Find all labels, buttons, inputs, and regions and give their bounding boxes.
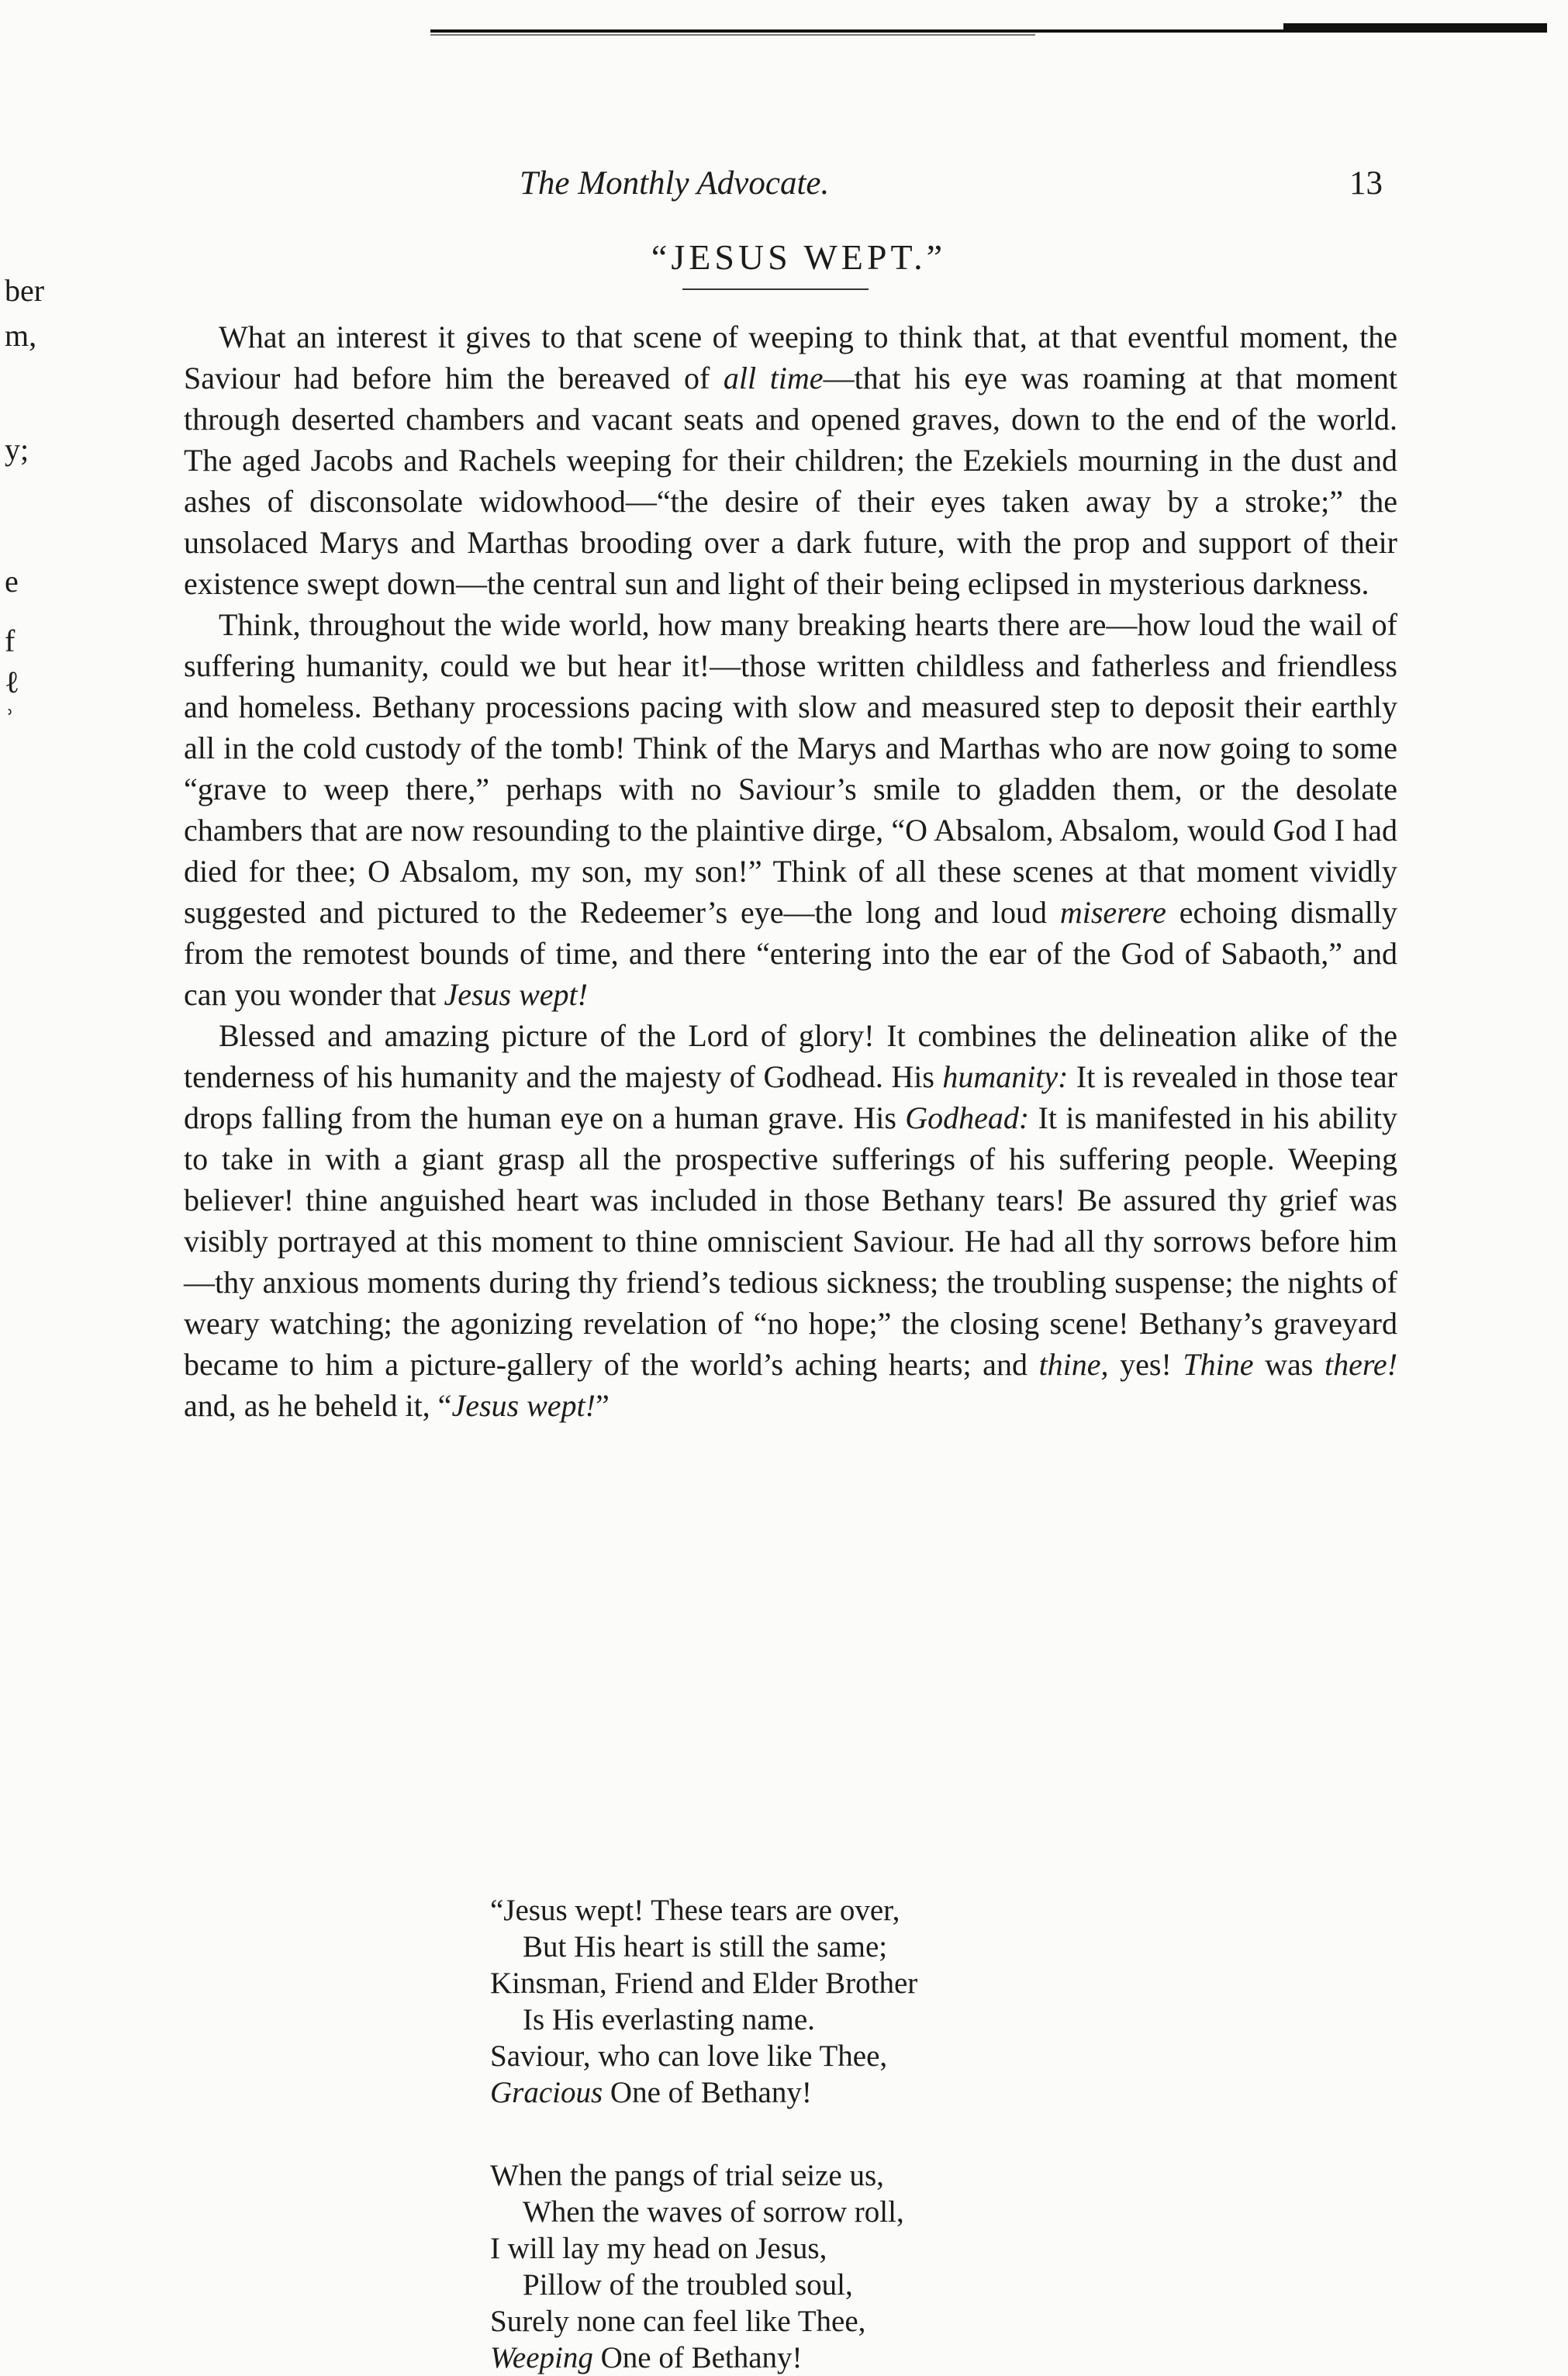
poem-line: “Jesus wept! These tears are over, bbox=[490, 1894, 900, 1927]
poem-line: When the pangs of trial seize us, bbox=[490, 2159, 884, 2192]
poem-line: Surely none can feel like Thee, bbox=[490, 2305, 866, 2338]
margin-fragment: m, bbox=[5, 318, 37, 353]
poem-line: When the waves of sorrow roll, bbox=[523, 2195, 904, 2229]
margin-fragment: ber bbox=[5, 273, 45, 308]
poem-line: I will lay my head on Jesus, bbox=[490, 2232, 827, 2265]
poem-line: Saviour, who can love like Thee, bbox=[490, 2039, 888, 2073]
title-divider bbox=[682, 288, 869, 290]
poem-stanza bbox=[490, 1892, 1110, 2111]
poem-line: But His heart is still the same; bbox=[523, 1930, 888, 1963]
poem-stanza bbox=[490, 2157, 1110, 2376]
paragraph: What an interest it gives to that scene of weeping to think that, at that eventful moment, the Saviour had before him the bereaved of all time—that his eye was roaming at that moment through deserted chambers and vacant seats and opened graves, down to the end of the world. The aged Jacobs and Rachels weeping for their children; the Ezekiels mourning in the dust and ashes of disconsolate widowhood—“the desire of their eyes taken away by a stroke;” the unsolaced Marys and Marthas brooding over a dark future, with the prop and support of their existence swept down—the central sun and light of their being eclipsed in mysterious darkness. bbox=[184, 319, 1398, 601]
poem-line: Gracious One of Bethany! bbox=[490, 2076, 812, 2109]
poem-line: Kinsman, Friend and Elder Brother bbox=[490, 1967, 918, 2000]
margin-fragment: ℓ bbox=[5, 665, 20, 699]
running-head bbox=[520, 164, 1411, 211]
paragraph: Think, throughout the wide world, how many breaking hearts there are—how loud the wail of suffering humanity, could we but hear it!—those written childless and fatherless and friendless and homeless. Bethany processions pacing with slow and measured step to deposit their earthly all in the cold custody of the tomb! Think of the Marys and Marthas who are now going to some “grave to weep there,” perhaps with no Saviour’s smile to gladden them, or the desolate chambers that are now resounding to the plaintive dirge, “O Absalom, Absalom, would God I had died for thee; O Absalom, my son, my son!” Think of all these scenes at that moment vividly suggested and pictured to the Redeemer’s eye—the long and loud miserere echoing dismally from the remotest bounds of time, and there “entering into the ear of the God of Sabaoth,” and can you wonder that Jesus wept! bbox=[184, 607, 1397, 1012]
top-border-rule bbox=[430, 23, 1547, 40]
poem-line: Is His everlasting name. bbox=[523, 2003, 815, 2036]
poem-line: Pillow of the troubled soul, bbox=[523, 2268, 853, 2302]
margin-fragment: f bbox=[5, 623, 16, 658]
article-title: “JESUS WEPT.” bbox=[651, 237, 947, 277]
margin-fragment: e bbox=[5, 564, 19, 599]
publication-title: The Monthly Advocate. bbox=[520, 165, 830, 202]
page-number: 13 bbox=[1349, 165, 1383, 202]
paragraph: Blessed and amazing picture of the Lord of glory! It combines the delineation alike of the tenderness of his humanity and the majesty of Godhead. His humanity: It is revealed in those tear drops falling from the human eye on a human grave. His Godhead: It is manifested in his ability to take in with a giant grasp all the prospective sufferings of his suffering people. Weeping believer! thine anguished heart was included in those Bethany tears! Be assured thy grief was visibly portrayed at this moment to thine omniscient Saviour. He had all thy sorrows before him—thy anxious moments during thy friend’s tedious sickness; the troubling suspense; the nights of weary watching; the agonizing revelation of “no hope;” the closing scene! Bethany’s graveyard became to him a picture-gallery of the world’s aching hearts; and thine, yes! Thine was there! and, as he beheld it, “Jesus wept!” bbox=[184, 1018, 1398, 1423]
margin-fragment: y; bbox=[5, 432, 29, 467]
margin-fragment: ʾ bbox=[5, 703, 16, 738]
poem-line: Weeping One of Bethany! bbox=[490, 2341, 803, 2374]
article-body bbox=[184, 316, 1397, 1426]
